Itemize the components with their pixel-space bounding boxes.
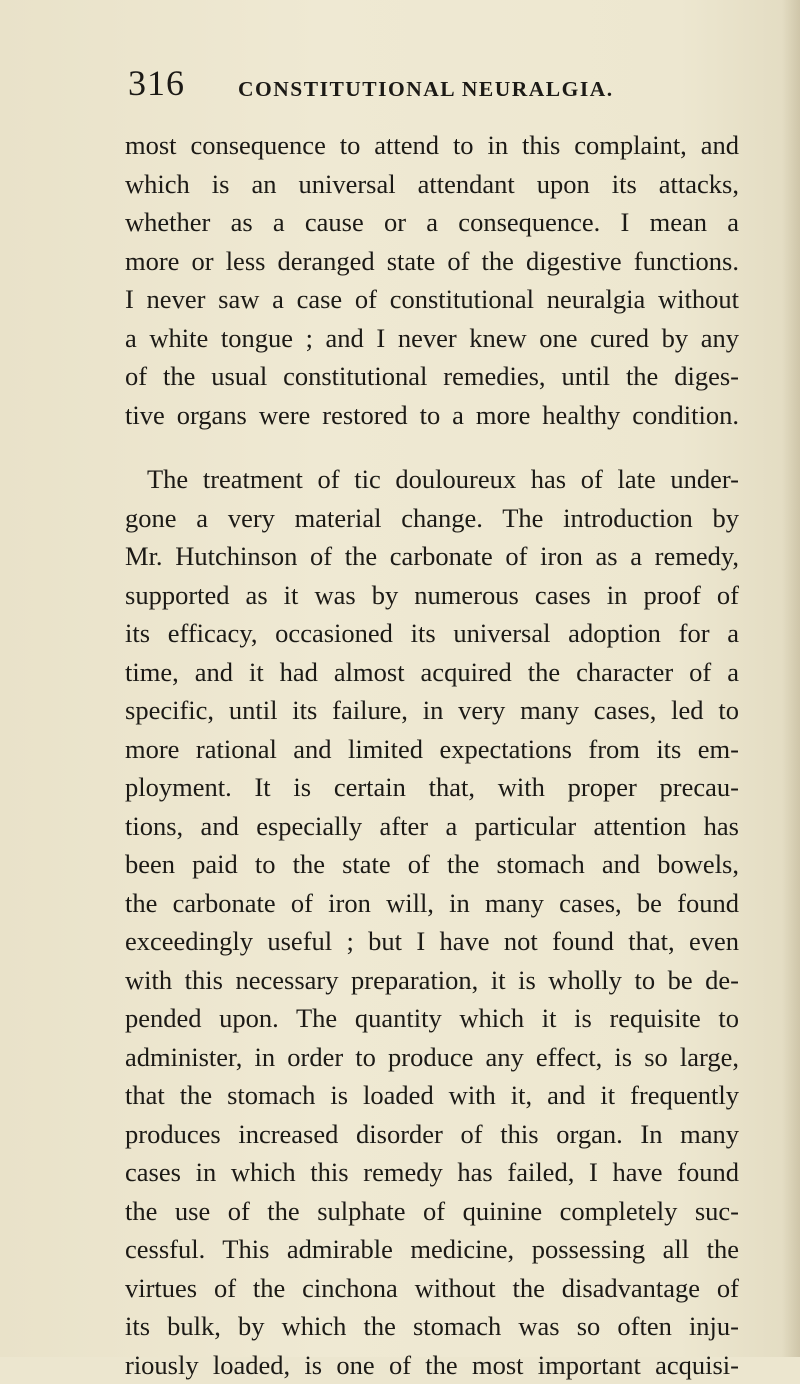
- text-line: supported as it was by numerous cases in proof of: [125, 576, 739, 615]
- text-line: cessful. This admirable medicine, possessing all the: [125, 1230, 739, 1269]
- text-line: more or less deranged state of the digestive functions.: [125, 242, 739, 281]
- text-line: tions, and especially after a particular attention has: [125, 807, 739, 846]
- text-line: most consequence to attend to in this complaint, and: [125, 126, 739, 165]
- text-line: which is an universal attendant upon its attacks,: [125, 165, 739, 204]
- text-line: gone a very material change. The introduction by: [125, 499, 739, 538]
- text-line: administer, in order to produce any effect, is so large,: [125, 1038, 739, 1077]
- text-line: cases in which this remedy has failed, I have found: [125, 1153, 739, 1192]
- page-number: 316: [128, 62, 185, 104]
- text-line: a white tongue ; and I never knew one cured by any: [125, 319, 739, 358]
- text-line: whether as a cause or a consequence. I mean a: [125, 203, 739, 242]
- paragraph-gap: [125, 434, 739, 460]
- text-line: The treatment of tic douloureux has of late under-: [125, 460, 739, 499]
- text-line: ployment. It is certain that, with proper precau-: [125, 768, 739, 807]
- text-line: more rational and limited expectations from its em-: [125, 730, 739, 769]
- page-header: [0, 62, 800, 112]
- paragraph-1: [125, 126, 739, 434]
- text-line: specific, until its failure, in very many cases, led to: [125, 691, 739, 730]
- text-line: Mr. Hutchinson of the carbonate of iron as a remedy,: [125, 537, 739, 576]
- text-line: tive organs were restored to a more healthy condition.: [125, 396, 739, 435]
- text-line: the carbonate of iron will, in many cases, be found: [125, 884, 739, 923]
- paragraph-2: [125, 460, 739, 1384]
- text-line: its efficacy, occasioned its universal adoption for a: [125, 614, 739, 653]
- text-line: the use of the sulphate of quinine completely suc-: [125, 1192, 739, 1231]
- text-line: with this necessary preparation, it is wholly to be de-: [125, 961, 739, 1000]
- page-edge-shadow: [782, 0, 800, 1357]
- text-line: time, and it had almost acquired the character of a: [125, 653, 739, 692]
- text-line: of the usual constitutional remedies, until the diges-: [125, 357, 739, 396]
- text-line: that the stomach is loaded with it, and it frequently: [125, 1076, 739, 1115]
- text-line: produces increased disorder of this organ. In many: [125, 1115, 739, 1154]
- body-text: [125, 126, 739, 1384]
- text-line: exceedingly useful ; but I have not found that, even: [125, 922, 739, 961]
- text-line: riously loaded, is one of the most important acquisi-: [125, 1346, 739, 1384]
- text-line: been paid to the state of the stomach and bowels,: [125, 845, 739, 884]
- text-line: its bulk, by which the stomach was so often inju-: [125, 1307, 739, 1346]
- text-line: I never saw a case of constitutional neuralgia without: [125, 280, 739, 319]
- text-line: virtues of the cinchona without the disadvantage of: [125, 1269, 739, 1308]
- running-head: CONSTITUTIONAL NEURALGIA.: [238, 76, 614, 102]
- text-line: pended upon. The quantity which it is requisite to: [125, 999, 739, 1038]
